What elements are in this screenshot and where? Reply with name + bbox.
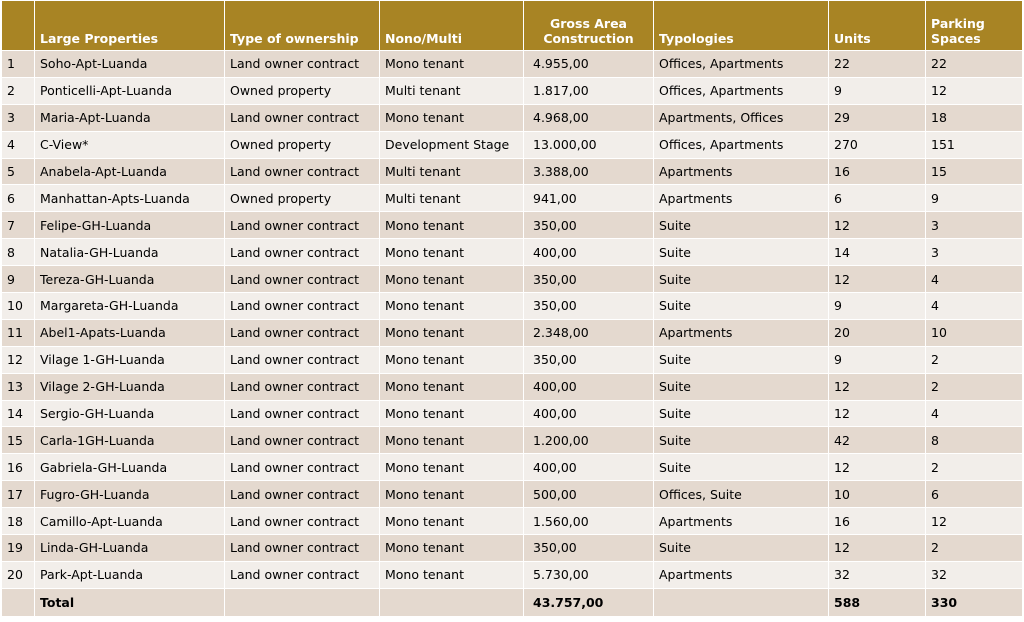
parking-spaces-cell: 2 [926,535,1023,562]
ownership-type-cell: Land owner contract [225,212,380,239]
header-parking-line1: Parking [931,16,985,31]
tenancy-cell: Mono tenant [380,400,524,427]
parking-spaces-cell: 6 [926,481,1023,508]
gross-area-cell: 350,00 [524,212,654,239]
total-units: 588 [829,588,926,616]
parking-spaces-cell: 2 [926,373,1023,400]
tenancy-cell: Mono tenant [380,104,524,131]
property-name-cell: Natalia-GH-Luanda [35,239,225,266]
tenancy-cell: Mono tenant [380,535,524,562]
row-index-cell: 17 [2,481,35,508]
header-gross-area [524,1,654,51]
property-name-cell: C-View* [35,131,225,158]
typology-cell: Suite [654,212,829,239]
table-row [2,158,1023,185]
total-row [2,588,1023,616]
parking-spaces-cell: 2 [926,346,1023,373]
units-cell: 32 [829,561,926,588]
units-cell: 12 [829,373,926,400]
typology-cell: Suite [654,293,829,320]
units-cell: 10 [829,481,926,508]
table-row [2,508,1023,535]
tenancy-cell: Mono tenant [380,508,524,535]
gross-area-cell: 4.968,00 [524,104,654,131]
row-index-cell: 2 [2,77,35,104]
parking-spaces-cell: 4 [926,293,1023,320]
gross-area-cell: 13.000,00 [524,131,654,158]
ownership-type-cell: Land owner contract [225,293,380,320]
parking-spaces-cell: 18 [926,104,1023,131]
row-index-cell: 3 [2,104,35,131]
property-name-cell: Fugro-GH-Luanda [35,481,225,508]
row-index-cell: 12 [2,346,35,373]
property-name-cell: Sergio-GH-Luanda [35,400,225,427]
tenancy-cell: Multi tenant [380,185,524,212]
typology-cell: Apartments, Offices [654,104,829,131]
typology-cell: Apartments [654,158,829,185]
ownership-type-cell: Land owner contract [225,373,380,400]
gross-area-cell: 3.388,00 [524,158,654,185]
row-index-cell: 4 [2,131,35,158]
parking-spaces-cell: 15 [926,158,1023,185]
table-row [2,400,1023,427]
header-typologies: Typologies [654,1,829,51]
header-parking-spaces [926,1,1023,51]
units-cell: 9 [829,346,926,373]
tenancy-cell: Mono tenant [380,561,524,588]
total-empty-cell [654,588,829,616]
property-name-cell: Abel1-Apats-Luanda [35,319,225,346]
total-index-cell [2,588,35,616]
header-gross-area-line2: Construction [543,31,634,46]
tenancy-cell: Mono tenant [380,293,524,320]
property-name-cell: Margareta-GH-Luanda [35,293,225,320]
table-row [2,293,1023,320]
property-name-cell: Park-Apt-Luanda [35,561,225,588]
total-empty-cell [225,588,380,616]
row-index-cell: 1 [2,51,35,78]
table-row [2,266,1023,293]
typology-cell: Offices, Suite [654,481,829,508]
typology-cell: Suite [654,266,829,293]
units-cell: 9 [829,293,926,320]
header-parking-line2: Spaces [931,31,981,46]
tenancy-cell: Mono tenant [380,212,524,239]
typology-cell: Suite [654,400,829,427]
gross-area-cell: 400,00 [524,373,654,400]
parking-spaces-cell: 10 [926,319,1023,346]
typology-cell: Suite [654,346,829,373]
row-index-cell: 13 [2,373,35,400]
table-row [2,454,1023,481]
row-index-cell: 20 [2,561,35,588]
typology-cell: Suite [654,373,829,400]
parking-spaces-cell: 3 [926,212,1023,239]
typology-cell: Suite [654,427,829,454]
table-row [2,77,1023,104]
gross-area-cell: 500,00 [524,481,654,508]
total-label: Total [35,588,225,616]
tenancy-cell: Mono tenant [380,51,524,78]
header-index [2,1,35,51]
gross-area-cell: 1.200,00 [524,427,654,454]
property-name-cell: Linda-GH-Luanda [35,535,225,562]
table-row [2,185,1023,212]
typology-cell: Apartments [654,561,829,588]
table-row [2,535,1023,562]
gross-area-cell: 941,00 [524,185,654,212]
tenancy-cell: Mono tenant [380,319,524,346]
tenancy-cell: Mono tenant [380,454,524,481]
units-cell: 12 [829,454,926,481]
ownership-type-cell: Land owner contract [225,266,380,293]
ownership-type-cell: Land owner contract [225,239,380,266]
property-name-cell: Vilage 1-GH-Luanda [35,346,225,373]
property-name-cell: Anabela-Apt-Luanda [35,158,225,185]
ownership-type-cell: Land owner contract [225,561,380,588]
properties-table [1,0,1023,617]
units-cell: 12 [829,400,926,427]
tenancy-cell: Development Stage [380,131,524,158]
table-body [2,51,1023,589]
parking-spaces-cell: 22 [926,51,1023,78]
ownership-type-cell: Land owner contract [225,346,380,373]
row-index-cell: 11 [2,319,35,346]
row-index-cell: 19 [2,535,35,562]
typology-cell: Apartments [654,508,829,535]
property-name-cell: Soho-Apt-Luanda [35,51,225,78]
ownership-type-cell: Land owner contract [225,319,380,346]
row-index-cell: 14 [2,400,35,427]
property-name-cell: Tereza-GH-Luanda [35,266,225,293]
units-cell: 12 [829,212,926,239]
parking-spaces-cell: 9 [926,185,1023,212]
ownership-type-cell: Land owner contract [225,481,380,508]
parking-spaces-cell: 3 [926,239,1023,266]
ownership-type-cell: Land owner contract [225,158,380,185]
gross-area-cell: 1.817,00 [524,77,654,104]
units-cell: 22 [829,51,926,78]
ownership-type-cell: Land owner contract [225,400,380,427]
property-name-cell: Felipe-GH-Luanda [35,212,225,239]
ownership-type-cell: Land owner contract [225,535,380,562]
gross-area-cell: 4.955,00 [524,51,654,78]
header-gross-area-line1: Gross Area [550,16,627,31]
property-name-cell: Vilage 2-GH-Luanda [35,373,225,400]
header-large-properties: Large Properties [35,1,225,51]
gross-area-cell: 400,00 [524,454,654,481]
parking-spaces-cell: 151 [926,131,1023,158]
row-index-cell: 6 [2,185,35,212]
table-row [2,481,1023,508]
table-row [2,212,1023,239]
property-name-cell: Camillo-Apt-Luanda [35,508,225,535]
table-row [2,239,1023,266]
total-gross-area: 43.757,00 [524,588,654,616]
table-row [2,131,1023,158]
gross-area-cell: 400,00 [524,239,654,266]
header-type-of-ownership: Type of ownership [225,1,380,51]
units-cell: 20 [829,319,926,346]
table-footer [2,588,1023,616]
gross-area-cell: 1.560,00 [524,508,654,535]
table-row [2,346,1023,373]
row-index-cell: 15 [2,427,35,454]
tenancy-cell: Multi tenant [380,158,524,185]
property-name-cell: Gabriela-GH-Luanda [35,454,225,481]
parking-spaces-cell: 32 [926,561,1023,588]
tenancy-cell: Multi tenant [380,77,524,104]
tenancy-cell: Mono tenant [380,266,524,293]
header-row [2,1,1023,51]
table-row [2,319,1023,346]
gross-area-cell: 350,00 [524,346,654,373]
parking-spaces-cell: 2 [926,454,1023,481]
typology-cell: Offices, Apartments [654,51,829,78]
units-cell: 16 [829,508,926,535]
property-name-cell: Carla-1GH-Luanda [35,427,225,454]
row-index-cell: 9 [2,266,35,293]
property-name-cell: Maria-Apt-Luanda [35,104,225,131]
units-cell: 16 [829,158,926,185]
parking-spaces-cell: 12 [926,77,1023,104]
gross-area-cell: 2.348,00 [524,319,654,346]
row-index-cell: 18 [2,508,35,535]
gross-area-cell: 350,00 [524,266,654,293]
typology-cell: Apartments [654,185,829,212]
ownership-type-cell: Land owner contract [225,454,380,481]
ownership-type-cell: Land owner contract [225,427,380,454]
total-parking: 330 [926,588,1023,616]
parking-spaces-cell: 4 [926,400,1023,427]
units-cell: 14 [829,239,926,266]
gross-area-cell: 350,00 [524,293,654,320]
table-row [2,104,1023,131]
units-cell: 12 [829,535,926,562]
typology-cell: Apartments [654,319,829,346]
header-units: Units [829,1,926,51]
gross-area-cell: 5.730,00 [524,561,654,588]
units-cell: 9 [829,77,926,104]
ownership-type-cell: Land owner contract [225,508,380,535]
gross-area-cell: 350,00 [524,535,654,562]
tenancy-cell: Mono tenant [380,346,524,373]
tenancy-cell: Mono tenant [380,481,524,508]
ownership-type-cell: Land owner contract [225,104,380,131]
ownership-type-cell: Owned property [225,131,380,158]
typology-cell: Suite [654,535,829,562]
row-index-cell: 16 [2,454,35,481]
row-index-cell: 7 [2,212,35,239]
typology-cell: Suite [654,454,829,481]
gross-area-cell: 400,00 [524,400,654,427]
units-cell: 270 [829,131,926,158]
typology-cell: Offices, Apartments [654,131,829,158]
total-empty-cell [380,588,524,616]
typology-cell: Suite [654,239,829,266]
table-row [2,561,1023,588]
table-row [2,373,1023,400]
units-cell: 42 [829,427,926,454]
typology-cell: Offices, Apartments [654,77,829,104]
ownership-type-cell: Owned property [225,185,380,212]
property-name-cell: Manhattan-Apts-Luanda [35,185,225,212]
property-name-cell: Ponticelli-Apt-Luanda [35,77,225,104]
header-nono-multi: Nono/Multi [380,1,524,51]
parking-spaces-cell: 12 [926,508,1023,535]
row-index-cell: 5 [2,158,35,185]
table-header [2,1,1023,51]
units-cell: 6 [829,185,926,212]
row-index-cell: 10 [2,293,35,320]
row-index-cell: 8 [2,239,35,266]
parking-spaces-cell: 4 [926,266,1023,293]
tenancy-cell: Mono tenant [380,427,524,454]
table-row [2,427,1023,454]
parking-spaces-cell: 8 [926,427,1023,454]
ownership-type-cell: Land owner contract [225,51,380,78]
tenancy-cell: Mono tenant [380,373,524,400]
table-row [2,51,1023,78]
tenancy-cell: Mono tenant [380,239,524,266]
units-cell: 12 [829,266,926,293]
units-cell: 29 [829,104,926,131]
ownership-type-cell: Owned property [225,77,380,104]
